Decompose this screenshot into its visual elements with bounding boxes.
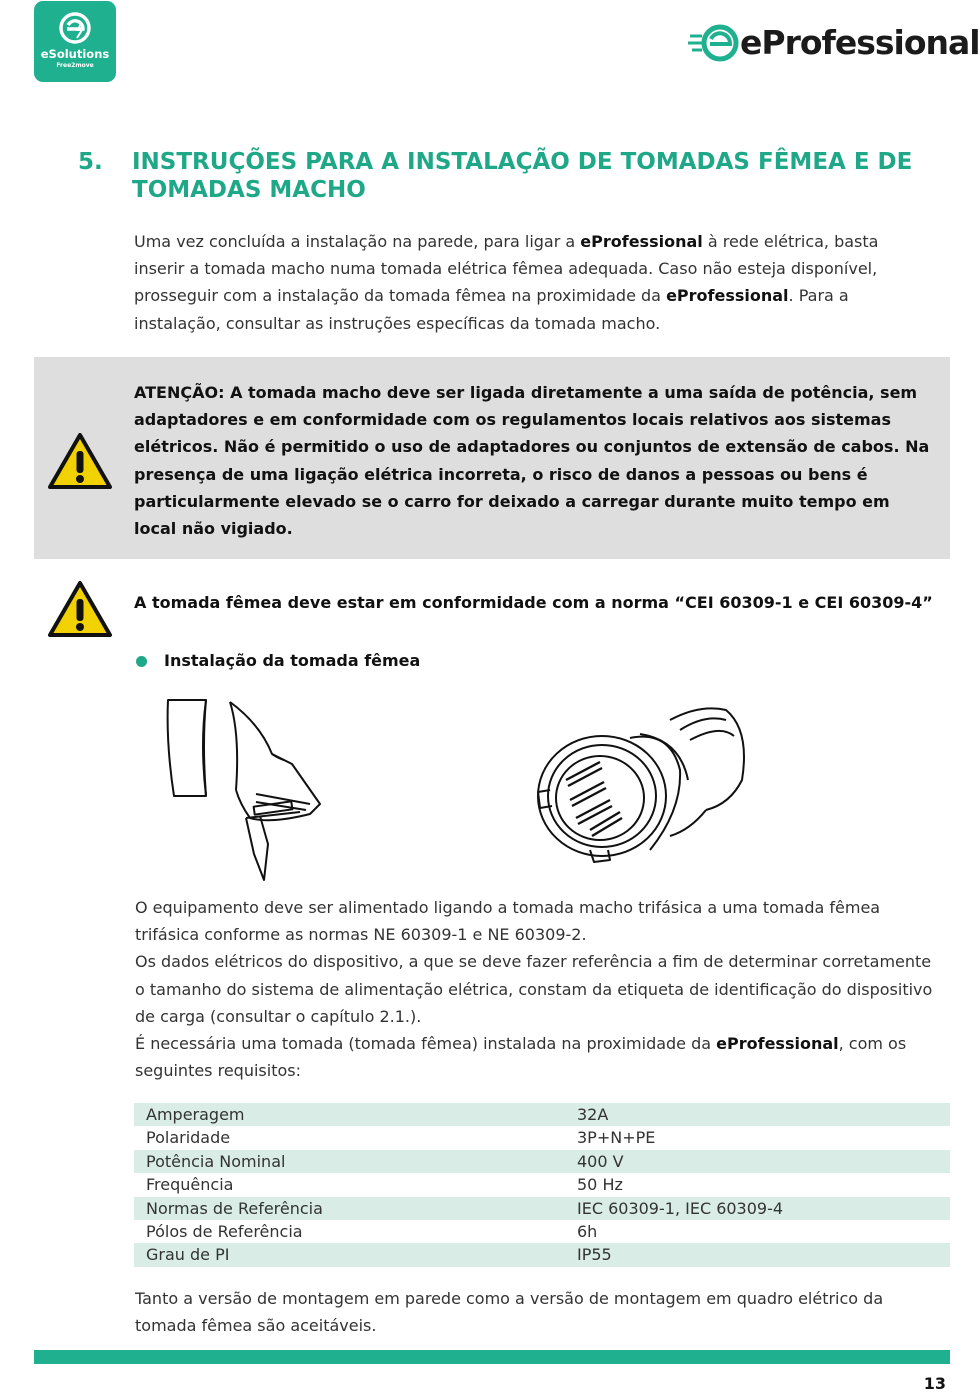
page-number: 13 xyxy=(923,1374,946,1393)
eprofessional-logo-text: eProfessional xyxy=(740,23,980,62)
spec-key: Pólos de Referência xyxy=(146,1222,303,1242)
spec-value: 32A xyxy=(577,1103,950,1126)
socket-illustration xyxy=(160,694,330,884)
body-sentence-1: O equipamento deve ser alimentado ligando a tomada macho trifásica a uma tomada fêmea trifásica conforme as normas NE 60309-1 e NE 60309-2. xyxy=(135,898,881,945)
body-sentence-2: Os dados elétricos do dispositivo, a que se deve fazer referência a fim de determinar corretamente o tamanho do sistema de alimentação elétrica, constam da etiqueta de identificação do dispositivo de carga (consultar o capítulo 2.1.). xyxy=(135,952,933,1026)
spec-key: Frequência xyxy=(146,1175,234,1195)
esolutions-logo-name: eSolutions xyxy=(40,47,110,61)
requirements-table xyxy=(134,1103,950,1267)
intro-paragraph xyxy=(134,228,924,337)
warning-triangle-icon xyxy=(47,432,113,490)
spec-value: IEC 60309-1, IEC 60309-4 xyxy=(577,1197,950,1220)
spec-key: Normas de Referência xyxy=(134,1197,577,1220)
table-row xyxy=(134,1150,950,1173)
eprofessional-logo xyxy=(688,22,980,64)
table-row xyxy=(134,1220,950,1243)
table-row xyxy=(134,1173,950,1196)
plug-illustration xyxy=(530,700,750,870)
bullet-dot-icon xyxy=(136,656,147,667)
spec-value: 400 V xyxy=(577,1150,950,1173)
table-row xyxy=(134,1243,950,1266)
table-row xyxy=(134,1126,950,1149)
body-product-name: eProfessional xyxy=(716,1034,839,1054)
spec-key: Polaridade xyxy=(146,1128,231,1148)
intro-text-1: Uma vez concluída a instalação na parede, para ligar a xyxy=(134,232,581,251)
footer-bar xyxy=(34,1350,950,1364)
spec-value: 3P+N+PE xyxy=(577,1128,656,1148)
body-sentence-3 xyxy=(135,1030,945,1084)
spec-value: 6h xyxy=(577,1222,598,1242)
warning-triangle-icon xyxy=(47,580,113,638)
spec-key: Grau de PI xyxy=(134,1243,577,1266)
warning-text: ATENÇÃO: A tomada macho deve ser ligada diretamente a uma saída de potência, sem adaptadores e em conformidade com os regulamentos locais relativos aos sistemas elétricos. Não é permitido o uso de adaptadores ou conjuntos de extensão de cabos. Na presença de uma ligação elétrica incorreta, o risco de danos a pessoas ou bens é particularmente elevado se o carro for deixado a carregar durante muito tempo em local não vigiado. xyxy=(134,383,930,539)
esolutions-logo xyxy=(34,1,116,82)
section-number: 5. xyxy=(78,149,103,175)
bullet-label: Instalação da tomada fêmea xyxy=(164,651,421,670)
spec-value: IP55 xyxy=(577,1243,950,1266)
intro-product-name-1: eProfessional xyxy=(580,232,703,251)
closing-paragraph: Tanto a versão de montagem em parede como a versão de montagem em quadro elétrico da tomada fêmea são aceitáveis. xyxy=(135,1289,884,1336)
standard-note: A tomada fêmea deve estar em conformidade com a norma “CEI 60309-1 e CEI 60309-4” xyxy=(134,593,933,612)
body-sentence-3c: , com os seguintes requisitos: xyxy=(135,1034,907,1081)
spec-value: 50 Hz xyxy=(577,1175,623,1195)
intro-text-3: . Para a instalação, consultar as instruções específicas da tomada macho. xyxy=(134,286,849,333)
spec-key: Potência Nominal xyxy=(134,1150,577,1173)
section-title: INSTRUÇÕES PARA A INSTALAÇÃO DE TOMADAS FÊMEA E DE TOMADAS MACHO xyxy=(132,149,913,203)
table-row xyxy=(134,1103,950,1126)
table-row xyxy=(134,1197,950,1220)
intro-text-2: à rede elétrica, basta inserir a tomada macho numa tomada elétrica fêmea adequada. Caso não esteja disponível, prosseguir com a instalação da tomada fêmea na proximidade da xyxy=(134,232,879,306)
esolutions-logo-icon xyxy=(56,10,94,46)
body-sentence-3a: É necessária uma tomada (tomada fêmea) instalada na proximidade da xyxy=(135,1034,717,1054)
spec-key: Amperagem xyxy=(134,1103,577,1126)
eprofessional-logo-icon xyxy=(688,22,748,64)
esolutions-logo-sub: Free2move xyxy=(56,62,94,69)
body-paragraph xyxy=(135,894,945,1084)
intro-product-name-2: eProfessional xyxy=(666,286,789,306)
